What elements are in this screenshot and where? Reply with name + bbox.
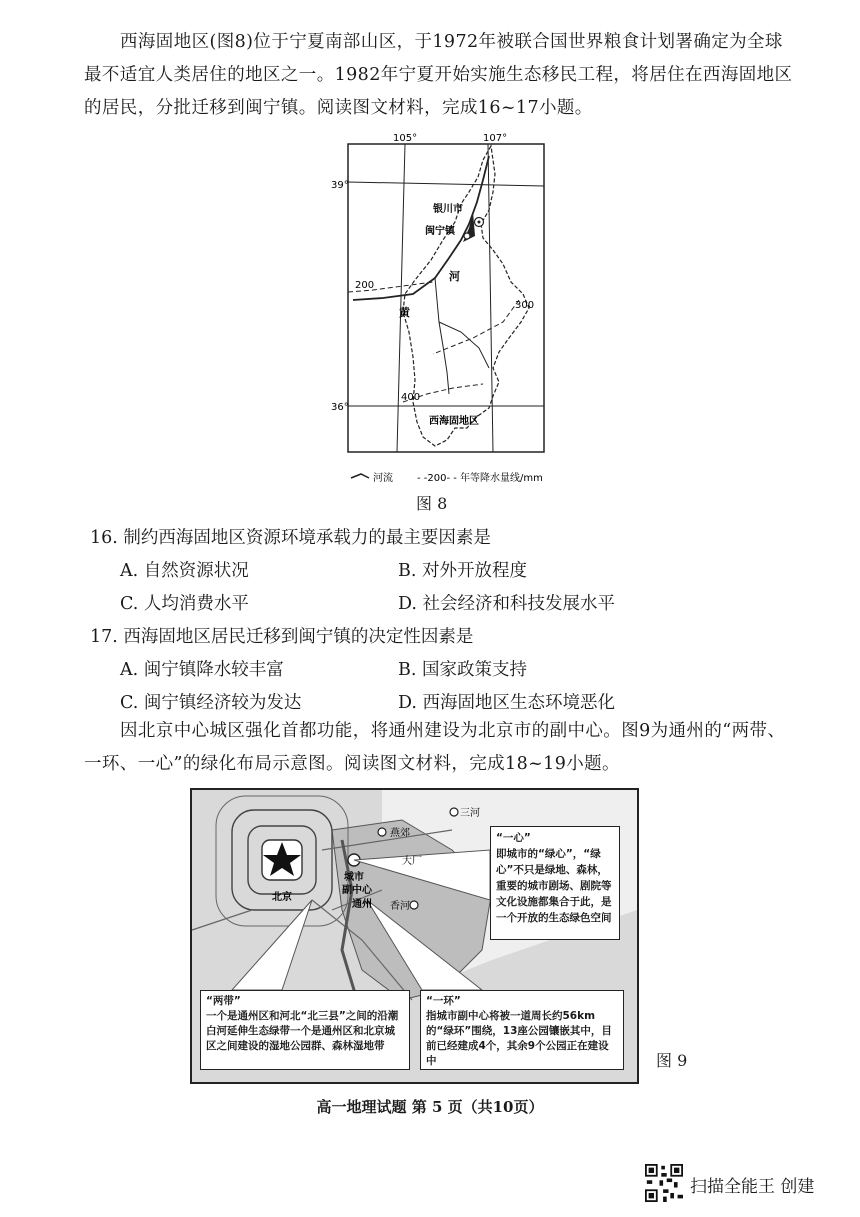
q17-option-c: C. 闽宁镇经济较为发达 — [120, 693, 302, 713]
intro-paragraph-1: 西海固地区(图8)位于宁夏南部山区，于1972年被联合国世界粮食计划署确定为全球最不适宜人类居住的地区之一。1982年宁夏开始实施生态移民工程，将居住在西海固地区的居民，分批迁移到闽宁镇。阅读图文材料，完成16~17小题。 — [84, 32, 793, 118]
scanner-brand-label: 扫描全能王 创建 — [690, 1177, 815, 1197]
xihaigu-label: 西海固地区 — [429, 416, 479, 427]
ring-callout-box — [420, 990, 624, 1070]
qr-code-icon — [645, 1164, 683, 1202]
figure-8-map — [331, 132, 553, 487]
yinchuan-label: 银川市 — [433, 204, 463, 215]
river-label-huang: 黄 — [399, 306, 410, 319]
q16-stem: 16. 制约西海固地区资源环境承载力的最主要因素是 — [90, 528, 491, 548]
ring-callout-title: “一环” — [426, 995, 461, 1007]
lon-107-label: 107° — [483, 133, 508, 144]
q17-option-b: B. 国家政策支持 — [398, 660, 527, 680]
q16-option-b: B. 对外开放程度 — [398, 561, 527, 581]
heart-callout-box — [490, 826, 620, 940]
figure-8-caption: 图 8 — [416, 494, 448, 513]
q17-option-d: D. 西海固地区生态环境恶化 — [398, 693, 616, 713]
tongzhou-label: 通州 — [352, 899, 372, 910]
q17-option-a: A. 闽宁镇降水较丰富 — [120, 660, 284, 680]
lon-105-label: 105° — [393, 133, 418, 144]
belts-callout-text: 一个是通州区和河北“北三县”之间的沿潮白河延伸生态绿带一个是通州区和北京城区之间建设的湿地公园群、森林湿地带 — [206, 1010, 399, 1052]
xianghe-label: 香河 — [390, 901, 410, 912]
subcenter-label-2: 副中心 — [342, 885, 372, 896]
beijing-label: 北京 — [272, 892, 292, 903]
subcenter-label-1: 城市 — [344, 872, 364, 883]
q16-option-a: A. 自然资源状况 — [120, 561, 249, 581]
lat-36-label: 36° — [331, 402, 349, 413]
lat-39-label: 39° — [331, 180, 349, 191]
page-footer: 高一地理试题 第 5 页（共10页） — [316, 1098, 544, 1116]
q17-stem: 17. 西海固地区居民迁移到闽宁镇的决定性因素是 — [90, 627, 474, 647]
river-label-he: 河 — [449, 270, 460, 283]
belts-callout-box — [200, 990, 410, 1070]
heart-callout-text: 即城市的“绿心”，“绿心”不只是绿地、森林，重要的城市剧场、剧院等文化设施都集合于此，是一个开放的生态绿色空间 — [496, 848, 612, 924]
intro-paragraph-2: 因北京中心城区强化首都功能，将通州建设为北京市的副中心。图9为通州的“两带、一环、一心”的绿化布局示意图。阅读图文材料，完成18~19小题。 — [84, 721, 786, 774]
figure-9 — [190, 788, 639, 1084]
sanhe-label: 三河 — [460, 808, 480, 819]
ring-callout-text: 指城市副中心将被一道周长约56km的“绿环”围绕，13座公园镶嵌其中，目前已经建成4个，其余9个公园正在建设中 — [426, 1010, 612, 1067]
isohyet-200-label: 200 — [355, 280, 375, 291]
minning-label: 闽宁镇 — [425, 226, 455, 237]
heart-callout-title: “一心” — [496, 832, 531, 844]
q16-option-c: C. 人均消费水平 — [120, 594, 249, 614]
q16-option-d: D. 社会经济和科技发展水平 — [398, 594, 616, 614]
belts-callout-title: “两带” — [206, 995, 241, 1007]
isohyet-400-label: 400 — [401, 392, 421, 403]
figure-9-caption: 图 9 — [656, 1051, 688, 1070]
legend-isohyet: - -200- - 年等降水量线/mm — [417, 473, 543, 484]
dachang-label: 大厂 — [402, 856, 422, 867]
legend-river: 河流 — [373, 473, 393, 484]
isohyet-300-label: 300 — [515, 300, 535, 311]
yanjiao-label: 燕郊 — [390, 828, 410, 839]
